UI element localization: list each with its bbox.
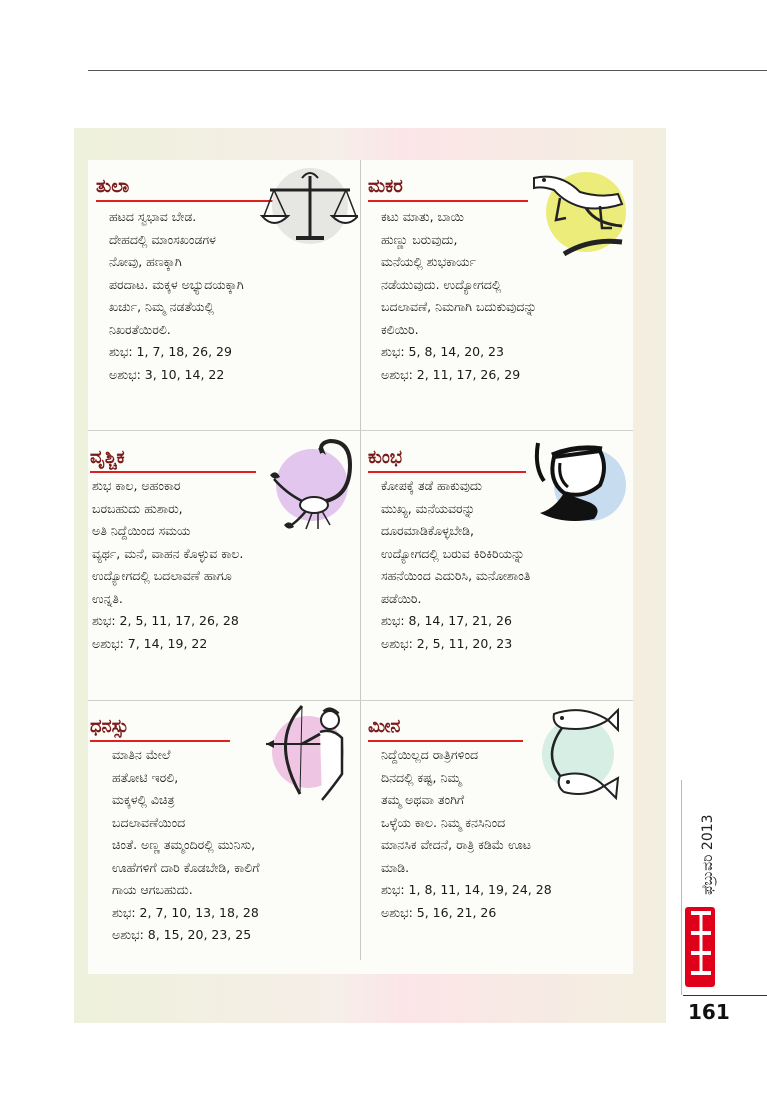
capricorn-crocodile-icon — [530, 168, 628, 258]
title-underline — [96, 200, 278, 202]
title-underline — [368, 200, 528, 202]
text-line: ದಿನದಲ್ಲಿ ಕಷ್ಟ, ನಿಮ್ಮ — [381, 769, 462, 785]
text-line: ಒಳ್ಳೆಯ ಕಾಲ. ನಿಮ್ಮ ಕನಸಿನಿಂದ — [381, 814, 506, 830]
sagittarius-archer-icon — [262, 704, 354, 802]
text-line: ನಡೆಯುವುದು. ಉದ್ಯೋಗದಲ್ಲಿ — [381, 276, 502, 292]
unlucky-numbers: ಅಶುಭ: 8, 15, 20, 23, 25 — [112, 927, 252, 942]
text-line: ಬರಬಹುದು ಹುಶಾರು, — [92, 500, 183, 516]
sign-title: ತುಲಾ — [96, 176, 130, 197]
text-line: ಶುಭ ಕಾಲ, ಅಹಂಕಾರ — [92, 478, 181, 493]
column-divider — [360, 160, 361, 960]
text-line: ಪರದಾಟ. ಮಕ್ಕಳ ಅಭ್ಯುದಯಕ್ಕಾಗಿ — [109, 276, 244, 292]
sign-block-capricorn — [368, 176, 630, 406]
aquarius-pot-icon — [534, 437, 626, 527]
sign-block-libra — [96, 176, 358, 406]
text-line: ಉದ್ಯೋಗದಲ್ಲಿ ಬದಲಾವಣೆ ಹಾಗೂ — [92, 568, 232, 583]
unlucky-numbers: ಅಶುಭ: 3, 10, 14, 22 — [109, 366, 225, 382]
title-underline — [90, 740, 230, 742]
unlucky-numbers: ಅಶುಭ: 2, 11, 17, 26, 29 — [381, 366, 521, 382]
text-line: ಪಡೆಯಿರಿ. — [381, 590, 422, 606]
text-line: ಸಹನೆಯಿಂದ ಎದುರಿಸಿ, ಮನೋಶಾಂತಿ — [381, 568, 531, 583]
header-rule — [88, 70, 767, 71]
text-line: ಹತೋಟಿ ಇರಲಿ, — [112, 769, 179, 785]
sign-block-pisces — [368, 716, 630, 946]
lucky-numbers: ಶುಭ: 8, 14, 17, 21, 26 — [381, 613, 512, 628]
sign-block-sagittarius — [90, 716, 358, 946]
unlucky-numbers: ಅಶುಭ: 7, 14, 19, 22 — [92, 635, 208, 651]
title-underline — [368, 740, 523, 742]
text-line: ಉನ್ನತಿ. — [92, 590, 123, 606]
text-line: ನಿಖರತೆಯಿರಲಿ. — [109, 321, 171, 337]
text-line: ಕಲಿಯಿರಿ. — [381, 321, 419, 337]
sign-title: ಮೀನ — [368, 716, 401, 737]
text-line: ಹುಣ್ಣು ಬರುವುದು, — [381, 231, 458, 247]
lucky-numbers: ಶುಭ: 5, 8, 14, 20, 23 — [381, 344, 504, 359]
row-divider — [88, 700, 633, 701]
text-line: ದೂರಮಾಡಿಕೊಳ್ಳಬೇಡಿ, — [381, 523, 474, 538]
text-line: ಮಾನಸಿಕ ವೇದನೆ, ರಾತ್ರಿ ಕಡಿಮೆ ಊಟ — [381, 837, 531, 852]
text-line: ಮಾಡಿ. — [381, 859, 410, 875]
sign-text — [109, 206, 244, 386]
page-number: 161 — [688, 1000, 730, 1024]
sign-title: ಕುಂಭ — [368, 447, 403, 468]
text-line: ತಮ್ಮ ಅಥವಾ ತಂಗಿಗೆ — [381, 792, 465, 807]
pisces-fish-icon — [532, 706, 624, 804]
sign-block-aquarius — [368, 447, 630, 677]
text-line: ಊಹೆಗಳಿಗೆ ದಾರಿ ಕೊಡಬೇಡಿ, ಕಾಲಿಗೆ — [112, 859, 260, 875]
sign-title: ವೃಶ್ಚಿಕ — [90, 447, 125, 468]
text-line: ಮಾತಿನ ಮೇಲೆ — [112, 747, 171, 762]
sign-block-scorpio — [90, 447, 358, 677]
page-number-rule — [683, 995, 767, 996]
issue-date: ಫೆಬ್ರುವರಿ 2013 — [700, 814, 716, 895]
lucky-numbers: ಶುಭ: 2, 5, 11, 17, 26, 28 — [92, 613, 239, 628]
text-line: ಕೋಪಕ್ಕೆ ತಡೆ ಹಾಕುವುದು — [381, 478, 482, 493]
libra-scales-icon — [260, 166, 358, 248]
unlucky-numbers: ಅಶುಭ: 5, 16, 21, 26 — [381, 904, 497, 920]
lucky-numbers: ಶುಭ: 1, 8, 11, 14, 19, 24, 28 — [381, 882, 552, 897]
text-line: ನೋವು, ಹಣಕ್ಕಾಗಿ — [109, 254, 182, 269]
sign-text — [381, 744, 552, 924]
text-line: ಅತಿ ನಿದ್ದೆಯಿಂದ ಸಮಯ — [92, 523, 191, 538]
text-line: ಮಕ್ಕಳಲ್ಲಿ ವಿಚಿತ್ರ — [112, 792, 175, 807]
title-underline — [368, 471, 526, 473]
text-line: ಮುಖ್ಯ, ಮನೆಯವರನ್ನು — [381, 500, 476, 516]
unlucky-numbers: ಅಶುಭ: 2, 5, 11, 20, 23 — [381, 635, 513, 651]
sign-title: ಮಕರ — [368, 176, 403, 197]
text-line: ದೇಹದಲ್ಲಿ ಮಾಂಸಖಂಡಗಳ — [109, 231, 216, 247]
text-line: ನಿದ್ದೆಯಿಲ್ಲದ ರಾತ್ರಿಗಳಿಂದ — [381, 747, 479, 762]
title-underline — [90, 471, 256, 473]
lucky-numbers: ಶುಭ: 1, 7, 18, 26, 29 — [109, 344, 232, 359]
scorpio-scorpion-icon — [266, 435, 356, 531]
row-divider — [88, 430, 633, 431]
text-line: ಗಾಯ ಆಗಬಹುದು. — [112, 882, 193, 897]
text-line: ಮನೆಯಲ್ಲಿ ಶುಭಕಾರ್ಯ — [381, 254, 477, 269]
sign-text — [381, 206, 537, 386]
text-line: ಬದಲಾವಣೆ, ನಿಮಗಾಗಿ ಬದುಕುವುದನ್ನು — [381, 299, 537, 314]
text-line: ಹಟದ ಸ್ವಭಾವ ಬೇಡ. — [109, 209, 197, 224]
magazine-logo — [683, 905, 719, 990]
sign-text — [92, 475, 243, 655]
text-line: ಚಿಂತೆ. ಅಣ್ಣ ತಮ್ಮಂದಿರಲ್ಲಿ ಮುನಿಸು, — [112, 837, 256, 852]
text-line: ಉದ್ಯೋಗದಲ್ಲಿ ಬರುವ ಕಿರಿಕಿರಿಯನ್ನು — [381, 545, 525, 561]
sidebar-rule — [681, 780, 682, 995]
text-line: ಖರ್ಚು, ನಿಮ್ಮ ನಡತೆಯಲ್ಲಿ — [109, 299, 215, 314]
sign-text — [112, 744, 260, 947]
lucky-numbers: ಶುಭ: 2, 7, 10, 13, 18, 28 — [112, 904, 259, 920]
text-line: ವ್ಯರ್ಥ, ಮನೆ, ವಾಹನ ಕೊಳ್ಳುವ ಕಾಲ. — [92, 545, 244, 561]
text-line: ಬದಲಾವಣೆಯಿಂದ — [112, 814, 186, 830]
sign-title: ಧನಸ್ಸು — [90, 716, 129, 737]
text-line: ಕಟು ಮಾತು, ಬಾಯಿ — [381, 209, 464, 224]
sign-text — [381, 475, 530, 655]
